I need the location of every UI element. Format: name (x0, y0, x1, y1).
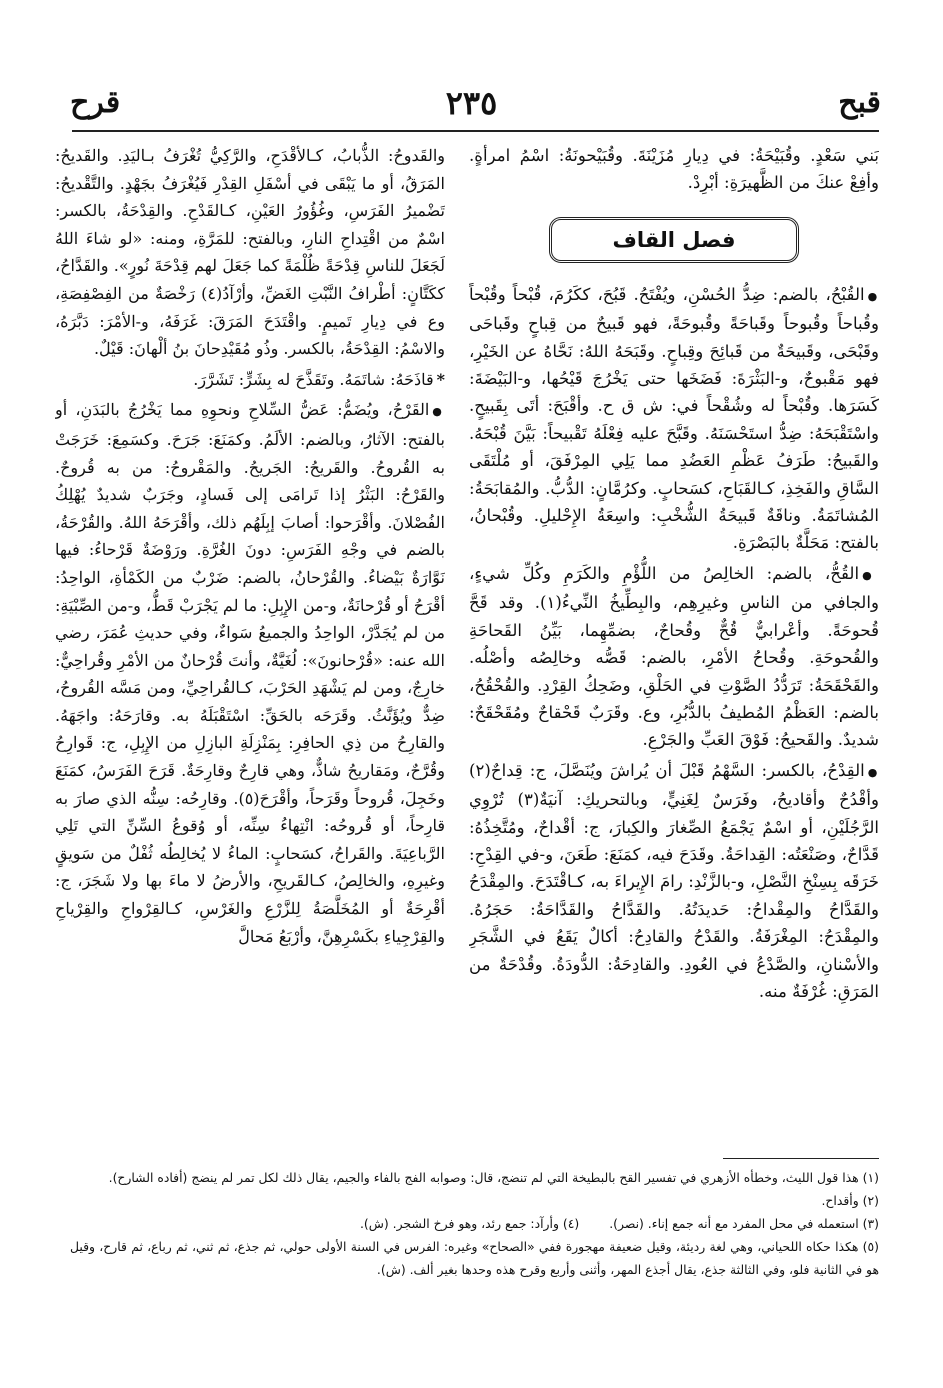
section-title: فصل القاف (612, 227, 736, 252)
entry-qubh: ● القُبْحُ، بالضم: ضِدُّ الحُسْنِ، ويُفْتَحُ. قَبُحَ، ككَرُمَ، قُبْحاً وقُبْحاً وقُباحاً وقُبوحاً وقَباحَةً وقُبوحَةً، فهو قَبيحٌ من قِباحٍ وقَباحَى وقَبْحَى، وقَبيحَةٌ من قَبائِحَ وقِباحٍ. وقَبَحَهُ اللهُ: نَحَّاهُ عن الخَيْرِ، فهو مَقْبوحٌ، و-البَثْرَةَ: فَضَخَها حتى يَخْرُجَ قَيْحُها، و-البَيْضَةَ: كَسَرَها. وقُبْحاً له وشُقْحاً في: ش ق ح. وأقْبَحَ: أتَى بِقَبيحٍ. واسْتَقْبَحَهُ: ضِدُّ استَحْسَنَهُ. وقَبَّحَ عليه فِعْلَهُ تَقْبيحاً: بَيَّنَ قُبْحَهُ. والقَبيحُ: طَرَفُ عَظْمِ العَضُدِ مما يَلِي المِرْفَقَ، أو مُلْتَقَى السَّاقِ والفَخِذِ، كـالقَبَاحِ، كسَحابٍ. وكرُمَّانٍ: الدُّبُّ. والمُقابَحَةُ: المُشاتَمَةُ. وناقَةٌ قَبيحَةُ الشُّخْبِ: واسِعَةُ الإِحْليلِ. وقُبْحانُ، بالفتح: مَحَلَّةٌ بالبَصْرَةِ. (469, 281, 879, 557)
footnote-1: (١) هذا قول الليث، وخطأه الأزهري في تفسير القح بالبطيخة التي لم تنضج، قال: وصوابه الفج بالفاء والجيم، يقال ذلك لكل تمر لم ينضج (أفاده الشارح). (108, 1170, 879, 1185)
continuation-qadh: والقَدوحُ: الذُّبابُ، كـالأقْدَحِ، والرَّكِيُّ تُغْرَفُ بـاليَدِ. والقَديحُ: المَرَقُ، أو ما يَبْقَى في أسْفَلِ القِدْرِ فَيُغْرَفُ بجَهْدٍ. والتَّقْديحُ: تَضْميرُ الفَرَسِ، وغُؤُورُ العَيْنِ، كـالقَدْحِ. والقِدْحَةُ، بالكسر: اسْمٌ من اقْتِداحِ النارِ، وبالفتح: للمَرَّةِ، ومنه: «لو شاءَ اللهُ لَجَعَلَ للناسِ قِدْحَةً ظُلْمَةً كما جَعَلَ لهم قِدْحَةَ نُورٍ». والقَدَّاحُ، ككَتَّانٍ: أطْرافُ النَّبْتِ الغَضِّ، وأرْآدُ(٤) رَخْصَةٌ من الفِصْفِصَةِ، وع في دِيارِ تَميمٍ. واقْتَدَحَ المَرَقَ: غَرَفَهُ، و-الأمْرَ: دَبَّرَهُ، والاسْمُ: القِدْحَةُ، بالكسر. وذُو مُقَيْدِحانَ بنُ ألْهانَ: قَيْلٌ. (55, 146, 445, 359)
entry-qarh: ● القَرْحُ، ويُضَمُّ: عَضُّ السِّلاحِ ونحوِهِ مما يَخْرُجُ بالبَدَنِ، أو بالفتح: الآثارُ، وبالضم: الألَمُ. وكمَنَعَ: جَرَحَ. وكسَمِعَ: خَرَجَتْ به القُروحُ. والقَريحُ: الجَريحُ. والمَقْروحُ: من به قُروحٌ. والقَرْحُ: البَثْرُ إذا تَرامَى إلى فَسادٍ، وجَرَبٌ شديدٌ يُهْلِكُ الفُصْلانَ. وأقْرَحوا: أصابَ إبِلَهُم ذلك، وأقْرَحَهُ اللهُ. والقُرْحَةُ، بالضم في وجْهِ الفَرَسِ: دونَ الغُرَّةِ. ورَوْضَةٌ قَرْحاءُ: فيها نَوَّارَةٌ بَيْضاءُ. والقُرْحانُ، بالضم: ضَرْبٌ من الكَمْأةِ، الواحِدُ: أقْرَحُ أو قُرْحانَةٌ، و-من الإِبِلِ: ما لم يَجْرَبْ قَطُّ، و-من الصِّبْيَةِ: من لم يُجَدَّرْ، الواحِدُ والجميعُ سَواءٌ، وفي حديثِ عُمَرَ، رضي الله عنه: «قُرْحانونَ»: لُغَيَّةٌ، وأنتَ قُرْحانٌ من الأمْرِ وقُراحِيٌّ: خارِجٌ، ومن لم يَشْهَدِ الحَرْبَ، كـالقُراحِيِّ، ومن مَسَّه القُروحُ، ضِدٌّ ويُؤَنَّثُ. وقَرَحَه بالحَقِّ: اسْتَقْبَلَهُ به. وقارَحَهُ: واجَهَهُ. والقارِحُ من ذِي الحافِرِ: بِمَنْزِلَةِ البازِلِ من الإِبِلِ، ج: قَوارِحُ وقُرَّحٌ، ومَقاريحُ شاذٌّ، وهي قارِحٌ وقارِحَةٌ. قَرَحَ الفَرَسُ، كمَنَعَ وخَجِلَ، قُروحاً وقَرَحاً، وأقْرَحَ(٥). وقارِحُه: سِنُّه الذي صارَ به قارِحاً، أو قُروحُه: انْتِهاءُ سِنِّه، أو وُقوعُ السِّنِّ التي تَلِي الرَّباعِيَةَ. والقَراحُ، كسَحابٍ: الماءُ لا يُخالِطُه ثُفْلٌ من سَويقٍ وغيرِهِ، والخالِصُ، كـالقَريحِ، والأرضُ لا ماءَ بها ولا شَجَرَ، ج: أقْرِحَةٌ أو المُخَلَّصَةُ لِلزَّرْعِ والغَرْسِ، كـالقِرْواحِ والقِرْياحِ والقِرْجِياءِ بكَسْرِهِنَّ، وأرْبَعُ مَحالَّ (55, 396, 445, 950)
footnote-rule (723, 1158, 879, 1159)
footnote-2: (٢) وأقداح. (821, 1193, 879, 1208)
footnote-4: (٤) وأرآد: جمع رئد، وهو فرخ الشجر. (ش). (359, 1216, 580, 1231)
footnotes (70, 1166, 879, 1281)
right-column (469, 142, 879, 1137)
entry-qidh: ● القِدْحُ، بالكسر: السَّهْمُ قَبْلَ أن يُراشَ ويُنَصَّلَ، ج: قِداحٌ(٢) وأقْدُحٌ وأقاديحُ، وفَرَسٌ لِغَنِيٍّ، وبالتحريكِ: آنيَةٌ(٣) تُرْوِي الرَّجُلَيْنِ، أو اسْمٌ يَجْمَعُ الصِّغارَ والكِبارَ، ج: أقْداحٌ، ومُتَّخِذُهُ: قَدَّاحٌ، وصَنْعَتُه: القِداحَةُ. وقَدَحَ فيه، كمَنَعَ: طَعَنَ، و-في القِدْحِ: خَرَقَه بِسِنْخِ النَّصْلِ، و-بالزَّنْدِ: رامَ الإِيراءَ به، كـاقْتَدَحَ. والمِقْدَحُ والقَدَّاحُ والمِقْداحُ: حَديدَتُهُ. والقَدَّاحُ والقَدَّاحَةُ: حَجَرُهُ. والمِقْدَحُ: المِغْرَفَةُ. والقَدْحُ والقادِحُ: أكالٌ يَقَعُ في الشَّجَرِ والأسْنانِ، والصَّدْعُ في العُودِ. والقادِحَةُ: الدُّودَةُ. وقُدْحَةٌ من المَرَقِ: غُرْفَةٌ منه. (469, 757, 879, 1006)
entry-qahh: ● القُحُّ، بالضم: الخالِصُ من اللُّؤْمِ والكَرَمِ وكُلِّ شيءٍ، والجافي من الناسِ وغيرِهِم، والبِطِّيخُ النِّيءُ(١). وقد قَحَّ قُحوحَةً. وأعْرابيٌّ قُحٌّ وقُحاحٌ، بضمِّهِما، بَيِّنُ القَحاحَةِ والقُحوحَةِ. وقُحاحُ الأمْرِ، بالضم: قَصُّه وخالِصُه وأصْلُه. والقَحْقَحَةُ: تَرَدُّدُ الصَّوْتِ في الحَلْقِ، وضَحِكُ القِرْدِ. والقُحْقُحُ، بالضم: العَظْمُ المُطيفُ بالدُّبُرِ، وع. وقَرَبٌ قَحْقاحٌ ومُقَحْقَحٌ: شديدٌ. والقَحيحُ: فَوْقَ العَبِّ والجَرْعِ. (469, 560, 879, 754)
header-root-left: قرح (70, 85, 121, 120)
footnote-row (70, 1212, 879, 1235)
left-column (55, 142, 445, 1137)
intro-text: بَني سَعْدٍ. وقُبَيْحَةُ: في دِيارِ مُزَيْنَةَ. وقُبَيْحونَةُ: اسْمُ امرأةٍ. وأفِعْ عنكَ من الظَّهيرَةِ: أبْرِدْ. (469, 146, 879, 193)
footnote-5: (٥) هكذا حكاه اللحياني، وهي لغة رديئة، وقيل ضعيفة مهجورة ففي «الصحاح» وغيره: الفرس في السنة الأولى حولي، ثم جذع، ثم ثني، ثم رباع، ثم قارح، وقيل هو في الثانية فلو، وفي الثالثة جذع، يقال أجذع المهر، وأثنى وأربع وقرح هذه وحدها بغير ألف. (ش). (70, 1239, 879, 1277)
entry-qadhh: * قاذَحَهُ: شاتَمَهُ. وتَقَذَّحَ له بِشَرٍّ: تَشَرَّرَ. (55, 366, 445, 394)
footnote-3: (٣) استعمله في محل المفرد مع أنه جمع إناء. (نصر). (609, 1216, 879, 1231)
header-rule (72, 130, 879, 132)
header-root-right: قبح (838, 85, 881, 120)
page-number: ٢٣٥ (445, 84, 498, 122)
section-title-box (549, 217, 799, 263)
